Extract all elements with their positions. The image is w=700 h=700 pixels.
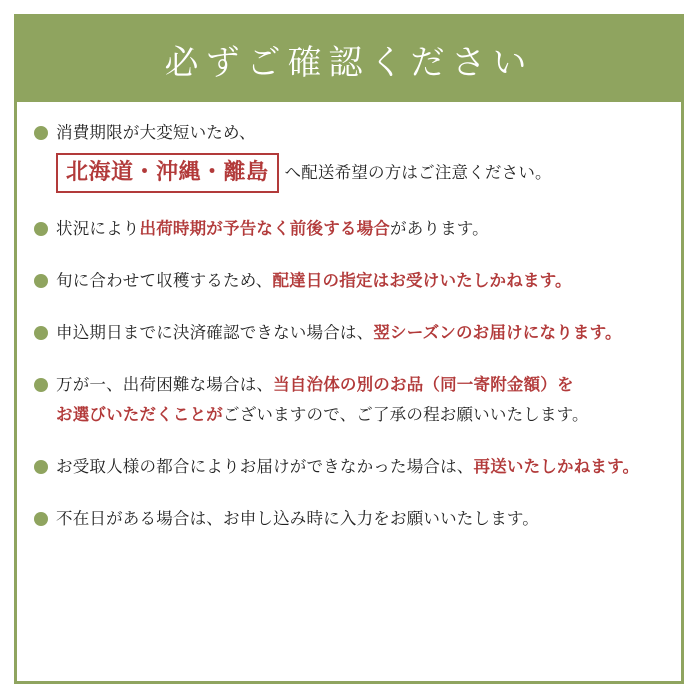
notice-text — [56, 269, 572, 293]
region-highlight-box: 北海道・沖縄・離島 — [56, 153, 279, 193]
header-banner — [17, 17, 681, 102]
notice-highlight: お選びいただくことが — [56, 405, 223, 424]
notice-line: へ配送希望の方はご注意ください。 — [284, 163, 552, 182]
notice-line: 消費期限が大変短いため、 — [56, 123, 256, 142]
notice-text-part: があります。 — [390, 219, 489, 238]
bullet-icon — [34, 126, 48, 140]
notice-text-part: 申込期日までに決済確認できない場合は、 — [56, 323, 374, 342]
bullet-icon — [34, 460, 48, 474]
notice-highlight: 再送いたしかねます。 — [473, 457, 640, 476]
bullet-icon — [34, 326, 48, 340]
notice-text — [56, 321, 622, 345]
notice-text — [56, 121, 552, 193]
notice-highlight: 出荷時期が予告なく前後する場合 — [139, 219, 390, 238]
notice-text-part: 旬に合わせて収穫するため、 — [56, 271, 273, 290]
bullet-icon — [34, 274, 48, 288]
notice-frame — [14, 14, 684, 684]
notice-highlight: 配達日の指定はお受けいたしかねます。 — [272, 271, 572, 290]
notice-item-delivery-date — [34, 269, 675, 293]
notice-item-payment-deadline — [34, 321, 675, 345]
notice-text-part: ございますので、ご了承の程お願いいたします。 — [223, 405, 589, 424]
notice-item-substitute — [34, 373, 675, 427]
notice-text-part: お受取人様の都合によりお届けができなかった場合は、 — [56, 457, 474, 476]
bullet-icon — [34, 222, 48, 236]
boxed-row — [56, 153, 552, 193]
bullet-icon — [34, 378, 48, 392]
notice-item-redelivery — [34, 455, 675, 479]
notice-text — [56, 217, 489, 241]
notice-item-absence-days — [34, 507, 675, 531]
notice-text-part: 万が一、出荷困難な場合は、 — [56, 375, 274, 394]
notice-text — [56, 455, 639, 479]
notice-text — [56, 373, 589, 427]
notice-item-shipping-timing — [34, 217, 675, 241]
notice-item-delivery-area — [34, 121, 675, 193]
notice-text — [56, 507, 539, 531]
header-title: 必ずご確認ください — [164, 43, 534, 83]
notice-highlight: 翌シーズンのお届けになります。 — [373, 323, 622, 342]
notice-second-line — [56, 403, 589, 427]
notice-text-part: 不在日がある場合は、お申し込み時に入力をお願いいたします。 — [56, 509, 539, 528]
bullet-icon — [34, 512, 48, 526]
notice-text-part: 状況により — [56, 219, 140, 238]
notice-highlight: 当自治体の別のお品（同一寄附金額）を — [273, 375, 574, 394]
